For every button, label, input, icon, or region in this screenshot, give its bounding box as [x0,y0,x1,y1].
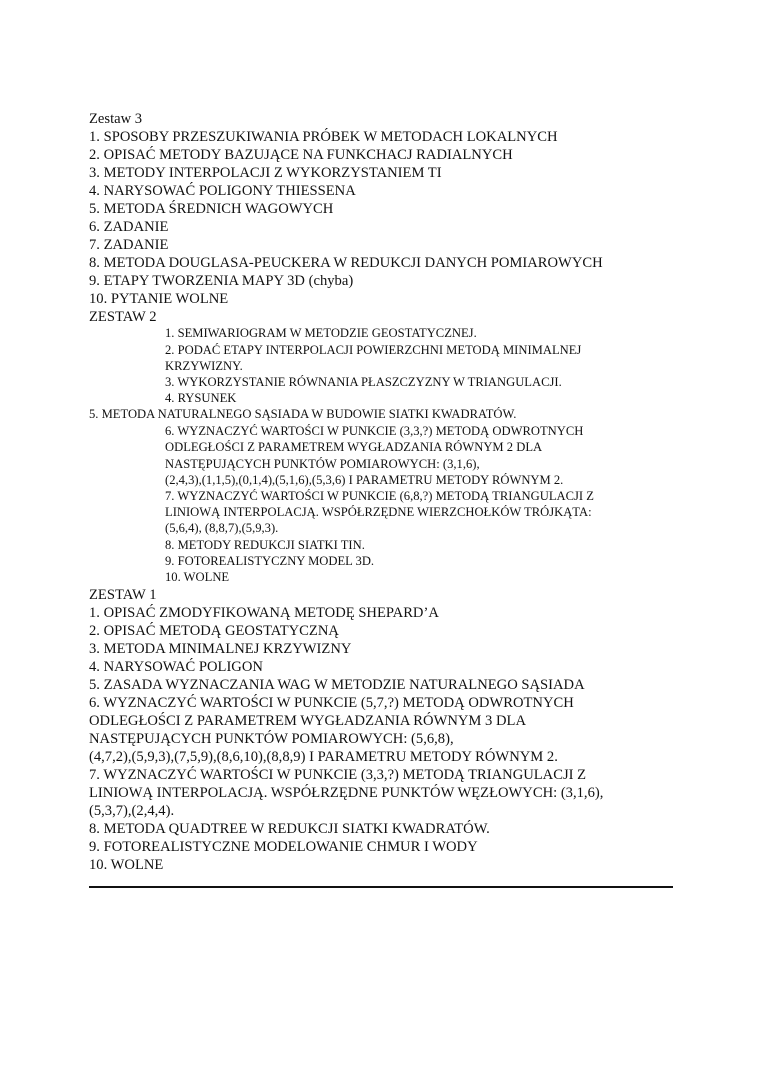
list-item: 10. PYTANIE WOLNE [89,291,229,307]
list-item: 7. WYZNACZYĆ WARTOŚCI W PUNKCIE (6,8,?) METODĄ TRIANGULACJI Z [165,489,594,503]
list-item-continuation: (4,7,2),(5,9,3),(7,5,9),(8,6,10),(8,8,9) I PARAMETRU METODY RÓWNYM 2. [89,749,558,765]
list-item: 6. WYZNACZYĆ WARTOŚCI W PUNKCIE (3,3,?) METODĄ ODWROTNYCH [165,424,584,438]
list-item-continuation: ODLEGŁOŚCI Z PARAMETREM WYGŁADZANIA RÓWNYM 2 DLA [165,440,543,454]
list-item: 3. METODA MINIMALNEJ KRZYWIZNY [89,641,352,657]
list-item: 4. RYSUNEK [165,391,237,405]
list-item: 8. METODY REDUKCJI SIATKI TIN. [165,538,365,552]
list-item-continuation: NASTĘPUJĄCYCH PUNKTÓW POMIAROWYCH: (5,6,8), [89,731,454,747]
list-item: 8. METODA DOUGLASA-PEUCKERA W REDUKCJI DANYCH POMIAROWYCH [89,255,603,271]
list-item-continuation: (5,3,7),(2,4,4). [89,803,175,819]
list-item: 6. WYZNACZYĆ WARTOŚCI W PUNKCIE (5,7,?) METODĄ ODWROTNYCH [89,695,574,711]
list-item: 3. METODY INTERPOLACJI Z WYKORZYSTANIEM TI [89,165,442,181]
list-item-continuation: ODLEGŁOŚCI Z PARAMETREM WYGŁADZANIA RÓWNYM 3 DLA [89,713,526,729]
list-item: 6. ZADANIE [89,219,169,235]
list-item: 5. METODA NATURALNEGO SĄSIADA W BUDOWIE SIATKI KWADRATÓW. [89,407,517,421]
list-item: 1. SEMIWARIOGRAM W METODZIE GEOSTATYCZNEJ. [165,326,477,340]
section-heading: Zestaw 3 [89,111,143,127]
list-item: 4. NARYSOWAĆ POLIGONY THIESSENA [89,183,356,199]
section-heading: ZESTAW 1 [89,587,157,603]
list-item-continuation: (5,6,4), (8,8,7),(5,9,3). [165,521,279,535]
list-item: 2. OPISAĆ METODĄ GEOSTATYCZNĄ [89,623,339,639]
list-item: 10. WOLNE [89,857,164,873]
list-item-continuation: (2,4,3),(1,1,5),(0,1,4),(5,1,6),(5,3,6) I PARAMETRU METODY RÓWNYM 2. [165,473,564,487]
list-item: 2. PODAĆ ETAPY INTERPOLACJI POWIERZCHNI METODĄ MINIMALNEJ [165,343,582,357]
list-item-continuation: LINIOWĄ INTERPOLACJĄ. WSPÓŁRZĘDNE WIERZCHOŁKÓW TRÓJKĄTA: [165,505,592,519]
list-item: 5. ZASADA WYZNACZANIA WAG W METODZIE NATURALNEGO SĄSIADA [89,677,585,693]
list-item: 5. METODA ŚREDNICH WAGOWYCH [89,201,334,217]
list-item-continuation: KRZYWIZNY. [165,359,243,373]
list-item: 7. WYZNACZYĆ WARTOŚCI W PUNKCIE (3,3,?) METODĄ TRIANGULACJI Z [89,767,587,783]
list-item: 9. FOTOREALISTYCZNE MODELOWANIE CHMUR I WODY [89,839,478,855]
list-item: 4. NARYSOWAĆ POLIGON [89,659,263,675]
list-item-continuation: NASTĘPUJĄCYCH PUNKTÓW POMIAROWYCH: (3,1,6), [165,457,480,471]
list-item: 9. ETAPY TWORZENIA MAPY 3D (chyba) [89,273,354,289]
list-item: 8. METODA QUADTREE W REDUKCJI SIATKI KWADRATÓW. [89,821,490,837]
list-item: 10. WOLNE [165,570,230,584]
list-item: 3. WYKORZYSTANIE RÓWNANIA PŁASZCZYZNY W TRIANGULACJI. [165,375,562,389]
list-item: 9. FOTOREALISTYCZNY MODEL 3D. [165,554,375,568]
list-item: 2. OPISAĆ METODY BAZUJĄCE NA FUNKCHACJ RADIALNYCH [89,147,513,163]
list-item-continuation: LINIOWĄ INTERPOLACJĄ. WSPÓŁRZĘDNE PUNKTÓW WĘZŁOWYCH: (3,1,6), [89,785,604,801]
horizontal-rule [89,886,673,888]
list-item: 7. ZADANIE [89,237,169,253]
list-item: 1. SPOSOBY PRZESZUKIWANIA PRÓBEK W METODACH LOKALNYCH [89,129,558,145]
section-heading: ZESTAW 2 [89,309,157,325]
list-item: 1. OPISAĆ ZMODYFIKOWANĄ METODĘ SHEPARD’A [89,605,439,621]
